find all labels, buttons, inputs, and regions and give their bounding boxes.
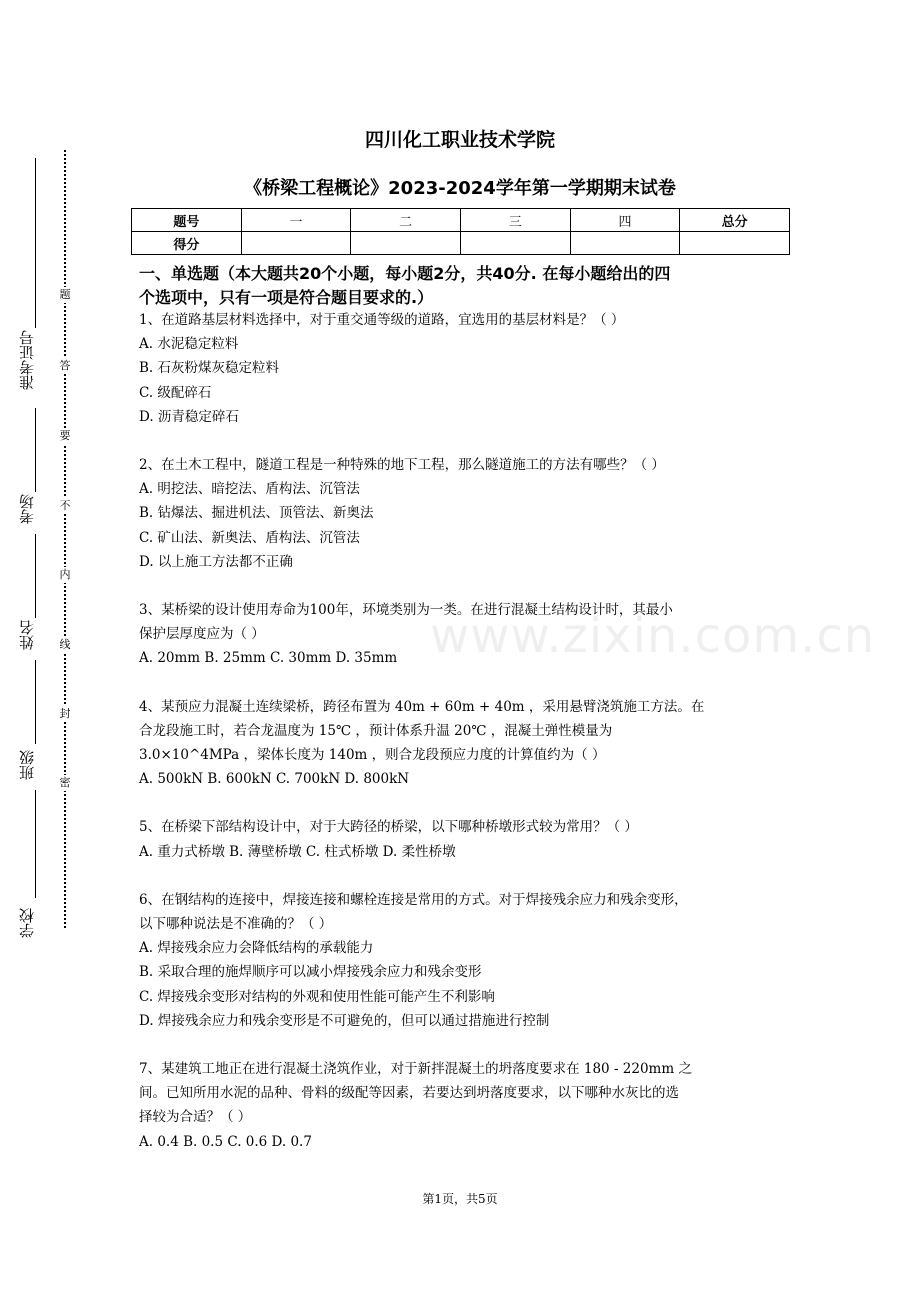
score-entry-cell[interactable]: [351, 232, 461, 255]
seal-char: 不: [57, 498, 73, 514]
option: D. 焊接残余应力和残余变形是不可避免的，但可以通过措施进行控制: [139, 1012, 550, 1029]
seal-dotted-line: [64, 150, 66, 928]
score-entry-cell[interactable]: [680, 232, 790, 255]
seal-char: 密: [57, 775, 73, 791]
field-underline: [35, 408, 36, 492]
question-stem: 3.0×10^4MPa ，梁体长度为 140m ，则合龙段预应力度的计算值约为（ ）: [139, 747, 606, 764]
score-entry-cell[interactable]: [241, 232, 351, 255]
question-stem: 以下哪种说法是不准确的？（ ）: [139, 916, 333, 933]
seal-char: 线: [57, 637, 73, 653]
question-7: [139, 1057, 791, 1154]
question-1: [139, 308, 791, 429]
score-cell: 一: [241, 209, 351, 232]
option: D. 沥青稳定碎石: [139, 408, 239, 425]
question-stem: 4、某预应力混凝土连续梁桥，跨径布置为 40m + 60m + 40m ，采用悬臂浇筑施工方法。在: [139, 698, 705, 715]
option: A. 0.4 B. 0.5 C. 0.6 D. 0.7: [139, 1133, 312, 1150]
question-4: [139, 695, 791, 792]
option: A. 明挖法、暗挖法、盾构法、沉管法: [139, 481, 360, 498]
field-label-name: 姓名: [18, 620, 36, 650]
question-stem: 2、在土木工程中，隧道工程是一种特殊的地下工程，那么隧道施工的方法有哪些？（ ）: [139, 457, 665, 474]
question-stem: 间。已知所用水泥的品种、骨料的级配等因素，若要达到坍落度要求，以下哪种水灰比的选: [139, 1085, 679, 1102]
option: C. 矿山法、新奥法、盾构法、沉管法: [139, 529, 360, 546]
question-stem: 5、在桥梁下部结构设计中，对于大跨径的桥梁，以下哪种桥墩形式较为常用？（ ）: [139, 819, 638, 836]
field-label-exam-id: 准考证号: [18, 330, 36, 390]
question-list: [139, 308, 791, 1178]
section-heading-line: 个选项中，只有一项是符合题目要求的.）: [139, 288, 434, 307]
field-underline: [35, 790, 36, 898]
question-stem: 1、在道路基层材料选择中，对于重交通等级的道路，宜选用的基层材料是？（ ）: [139, 312, 625, 328]
option: A. 重力式桥墩 B. 薄壁桥墩 C. 柱式桥墩 D. 柔性桥墩: [139, 843, 456, 860]
score-entry-cell[interactable]: [570, 232, 680, 255]
exam-title: 《桥梁工程概论》2023-2024学年第一学期期末试卷: [244, 178, 676, 199]
option: A. 500kN B. 600kN C. 700kN D. 800kN: [139, 771, 410, 788]
score-cell-label: 题号: [132, 209, 242, 232]
question-5: [139, 815, 791, 863]
question-2: [139, 453, 791, 574]
question-6: [139, 888, 791, 1033]
seal-char: 封: [57, 706, 73, 722]
field-underline: [35, 534, 36, 618]
question-stem: 3、某桥梁的设计使用寿命为100年，环境类别为一类。在进行混凝土结构设计时，其最小: [139, 602, 673, 619]
seal-char: 题: [57, 287, 73, 303]
question-stem: 6、在钢结构的连接中，焊接连接和螺栓连接是常用的方式。对于焊接残余应力和残余变形，: [139, 891, 688, 908]
score-cell: 二: [351, 209, 461, 232]
watermark: www.zixin.com.cn: [430, 608, 876, 664]
seal-char: 答: [57, 358, 73, 374]
score-table-score-row: [132, 232, 790, 255]
field-label-class: 班级: [18, 750, 36, 780]
school-title: 四川化工职业技术学院: [364, 129, 555, 151]
section-heading: [139, 262, 799, 310]
field-underline: [35, 660, 36, 744]
option: C. 焊接残余变形对结构的外观和使用性能可能产生不利影响: [139, 988, 495, 1005]
score-cell: 三: [460, 209, 570, 232]
option: B. 采取合理的施焊顺序可以减小焊接残余应力和残余变形: [139, 964, 482, 981]
question-stem: 择较为合适？（ ）: [139, 1109, 252, 1126]
question-stem: 合龙段施工时，若合龙温度为 15℃ ，预计体系升温 20℃ ，混凝土弹性模量为: [139, 722, 613, 739]
score-row-label: 得分: [132, 232, 242, 255]
option: A. 20mm B. 25mm C. 30mm D. 35mm: [139, 650, 398, 667]
score-table: [131, 208, 790, 255]
option: B. 钻爆法、掘进机法、顶管法、新奥法: [139, 505, 374, 522]
question-stem: 保护层厚度应为（ ）: [139, 626, 265, 643]
field-label-exam-room: 考场: [18, 494, 36, 524]
section-heading-line: 一、单选题（本大题共20个小题，每小题2分，共40分. 在每小题给出的四: [139, 264, 671, 283]
score-cell: 总分: [680, 209, 790, 232]
seal-char: 内: [57, 567, 73, 583]
seal-char: 要: [57, 428, 73, 444]
question-stem: 7、某建筑工地正在进行混凝土浇筑作业，对于新拌混凝土的坍落度要求在 180 - 220mm 之: [139, 1061, 692, 1078]
score-table-header-row: [132, 209, 790, 232]
option: B. 石灰粉煤灰稳定粒料: [139, 360, 280, 377]
score-entry-cell[interactable]: [460, 232, 570, 255]
page-footer: 第1页，共5页: [422, 1192, 498, 1206]
field-label-school: 学校: [18, 908, 36, 938]
score-cell: 四: [570, 209, 680, 232]
option: C. 级配碎石: [139, 384, 212, 401]
option: A. 水泥稳定粒料: [139, 336, 239, 353]
option: A. 焊接残余应力会降低结构的承载能力: [139, 940, 374, 957]
option: D. 以上施工方法都不正确: [139, 553, 293, 570]
